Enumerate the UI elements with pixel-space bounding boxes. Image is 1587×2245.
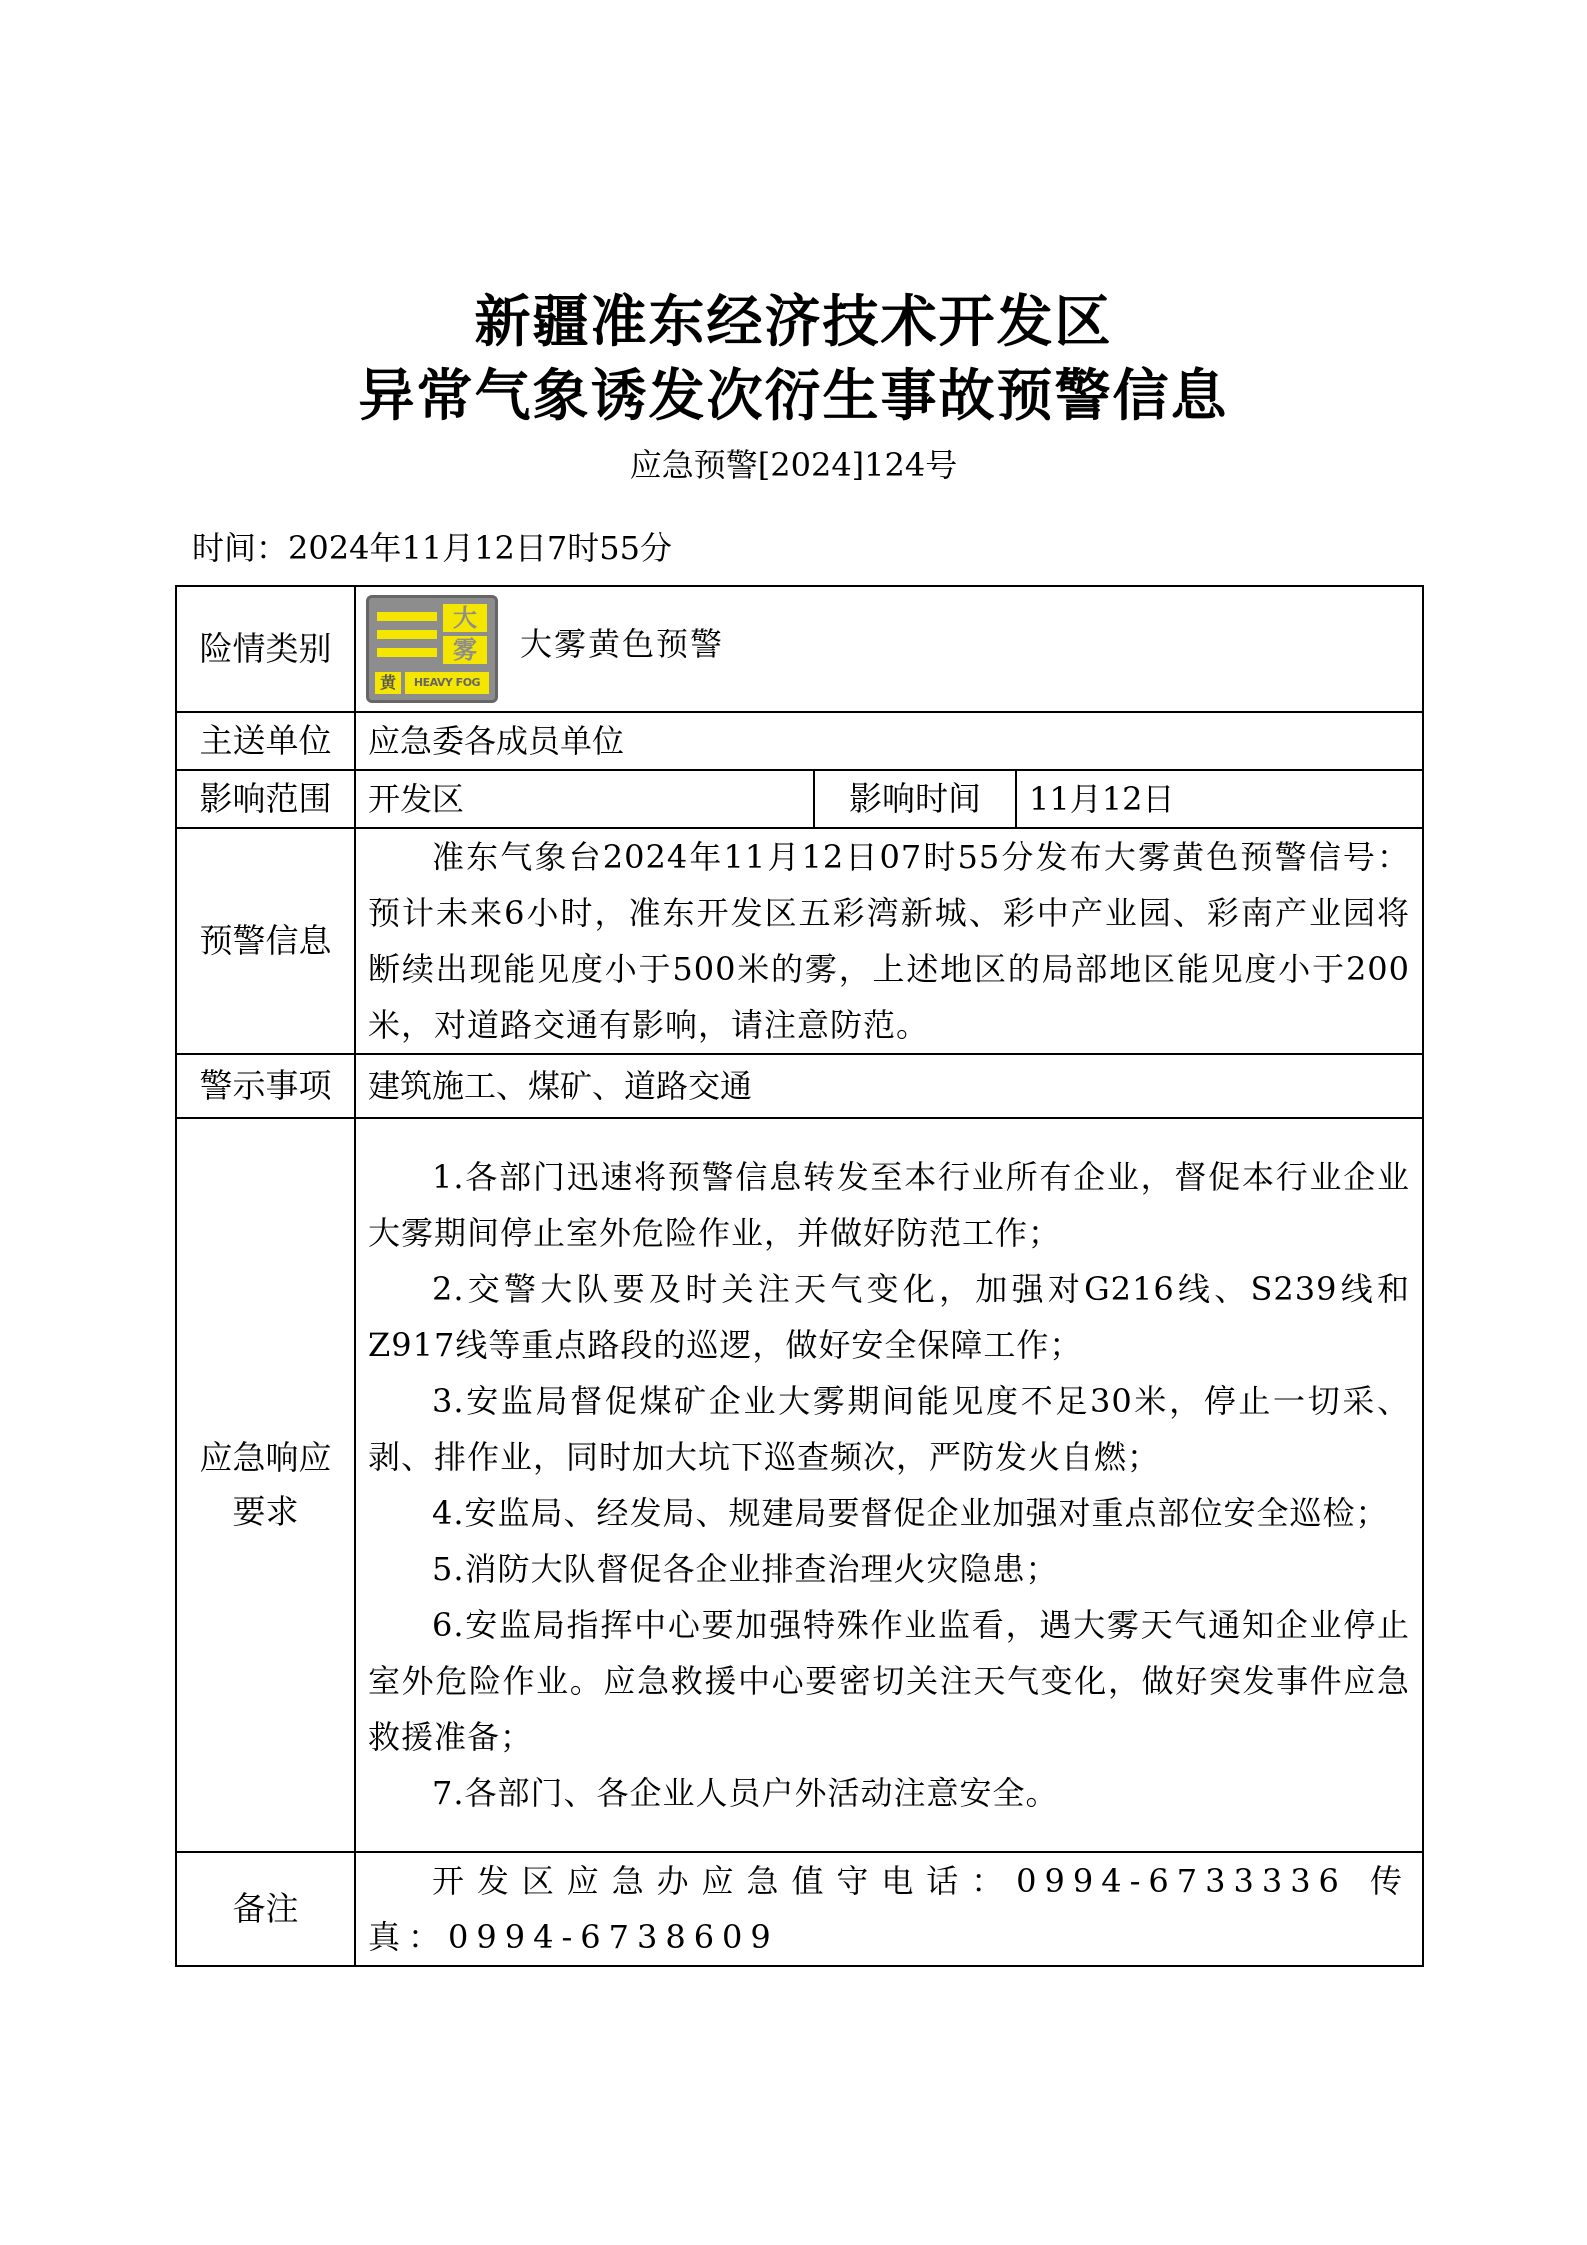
response-item: 3.安监局督促煤矿企业大雾期间能见度不足30米，停止一切采、剥、排作业，同时加大坑下巡查频次，严防发火自燃； — [368, 1382, 1411, 1476]
response-item: 1.各部门迅速将预警信息转发至本行业所有企业，督促本行业企业大雾期间停止室外危险作业，并做好防范工作； — [368, 1158, 1411, 1252]
response-row — [176, 1118, 1423, 1852]
response-cell — [355, 1118, 1423, 1852]
document-title-line1: 新疆准东经济技术开发区 — [474, 290, 1113, 355]
remarks-cell — [355, 1852, 1423, 1966]
scope-value: 开发区 — [355, 770, 814, 828]
impact-time-value: 11月12日 — [1016, 770, 1423, 828]
response-item: 4.安监局、经发局、规建局要督促企业加强对重点部位安全巡检； — [432, 1494, 1389, 1532]
response-item: 6.安监局指挥中心要加强特殊作业监看，遇大雾天气通知企业停止室外危险作业。应急救援中心要密切关注天气变化，做好突发事件应急救援准备； — [368, 1606, 1411, 1756]
response-item: 5.消防大队督促各企业排查治理火灾隐患； — [432, 1550, 1059, 1588]
impact-time-label: 影响时间 — [814, 770, 1016, 828]
warning-info-label: 预警信息 — [176, 828, 355, 1054]
danger-type-cell — [355, 586, 1423, 712]
warning-info-text: 准东气象台2024年11月12日07时55分发布大雾黄色预警信号：预计未来6小时，准东开发区五彩湾新城、彩中产业园、彩南产业园将断续出现能见度小于500米的雾，上述地区的局部地区能见度小于200米，对道路交通有影响，请注意防范。 — [368, 838, 1411, 1044]
warning-info-table — [175, 585, 1424, 1967]
alert-items-value: 建筑施工、煤矿、道路交通 — [355, 1054, 1423, 1118]
alert-items-label: 警示事项 — [176, 1054, 355, 1118]
issue-time: 时间：2024年11月12日7时55分 — [192, 529, 672, 567]
response-label-line2: 要求 — [232, 1492, 299, 1531]
response-label-line1: 应急响应 — [199, 1438, 332, 1477]
remarks-row — [176, 1852, 1423, 1966]
heavy-fog-yellow-warning-icon — [366, 595, 498, 703]
icon-char-top: 大 — [443, 604, 487, 632]
icon-char-bottom: 雾 — [443, 636, 487, 664]
danger-type-value: 大雾黄色预警 — [520, 625, 725, 663]
warning-info-cell — [355, 828, 1423, 1054]
warning-info-row — [176, 828, 1423, 1054]
remarks-text: 开发区应急办应急值守电话：0994-6733336 传真：0994-6738609 — [368, 1862, 1411, 1956]
scope-label: 影响范围 — [176, 770, 355, 828]
document-title-line2: 异常气象诱发次衍生事故预警信息 — [358, 364, 1229, 429]
recipient-label: 主送单位 — [176, 712, 355, 770]
remarks-label: 备注 — [176, 1852, 355, 1966]
response-item: 7.各部门、各企业人员户外活动注意安全。 — [432, 1774, 1059, 1812]
danger-type-label: 险情类别 — [176, 586, 355, 712]
recipient-row — [176, 712, 1423, 770]
response-item: 2.交警大队要及时关注天气变化，加强对G216线、S239线和Z917线等重点路段的巡逻，做好安全保障工作； — [368, 1270, 1411, 1364]
scope-row — [176, 770, 1423, 828]
recipient-value: 应急委各成员单位 — [355, 712, 1423, 770]
icon-color-char: 黄 — [375, 672, 401, 694]
response-label — [176, 1118, 355, 1852]
alert-items-row — [176, 1054, 1423, 1118]
document-number: 应急预警[2024]124号 — [629, 446, 958, 484]
icon-english-label: HEAVY FOG — [405, 672, 489, 694]
danger-type-row — [176, 586, 1423, 712]
